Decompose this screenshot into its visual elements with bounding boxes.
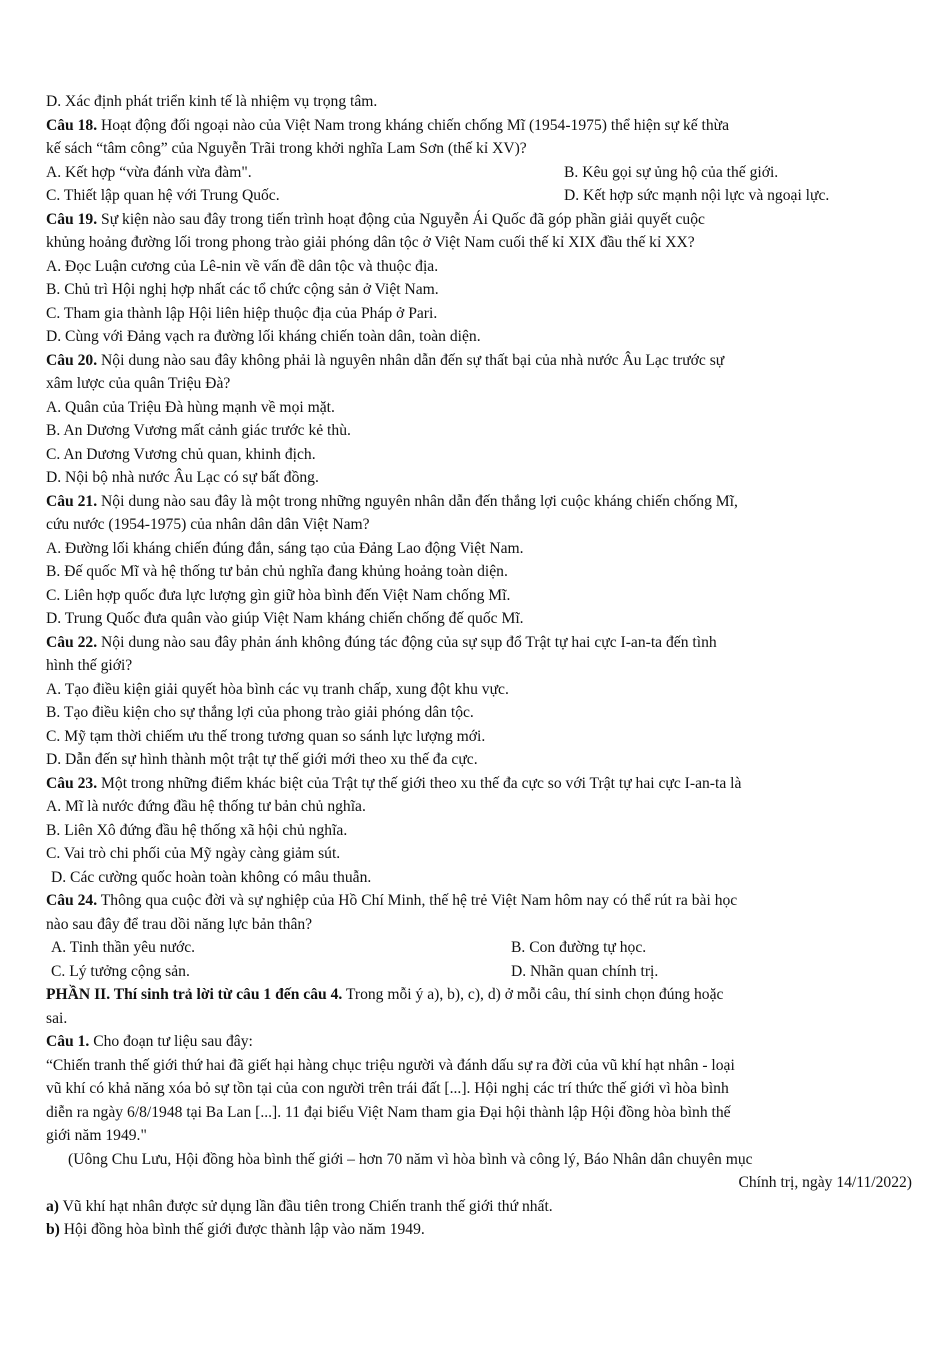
p2q1-quote-line3: diễn ra ngày 6/8/1948 tại Ba Lan [...]. 11 đại biểu Việt Nam tham gia Đại hội thành lập Hội đồng hòa bình thế — [46, 1103, 731, 1121]
q20-label: Câu 20. — [46, 351, 98, 369]
q21-stem-line1 — [46, 490, 912, 514]
q19-stem-line1 — [46, 208, 912, 232]
q20-option-b[interactable]: B. An Dương Vương mất cảnh giác trước kẻ thù. — [46, 422, 351, 439]
p2q1-statement-b[interactable] — [46, 1218, 912, 1242]
p2q1-source-line1: (Uông Chu Lưu, Hội đồng hòa bình thế giới – hơn 70 năm vì hòa bình và công lý, Báo Nhân dân chuyên mục — [68, 1150, 753, 1168]
q22-option-c[interactable]: C. Mỹ tạm thời chiếm ưu thế trong tương quan so sánh lực lượng mới. — [46, 727, 486, 745]
q21-option-b[interactable]: B. Đế quốc Mĩ và hệ thống tư bản chủ nghĩa đang khủng hoảng toàn diện. — [46, 563, 508, 580]
q21-option-c[interactable]: C. Liên hợp quốc đưa lực lượng gìn giữ hòa bình đến Việt Nam chống Mĩ. — [46, 586, 511, 604]
q18-option-d[interactable]: D. Kết hợp sức mạnh nội lực và ngoại lực. — [564, 187, 830, 204]
q22-option-d[interactable]: D. Dẫn đến sự hình thành một trật tự thế giới mới theo xu thế đa cực. — [46, 751, 478, 768]
p2q1-statement-a[interactable] — [46, 1195, 912, 1219]
q18-stem-line1 — [46, 114, 912, 138]
q20-option-c[interactable]: C. An Dương Vương chủ quan, khinh địch. — [46, 445, 316, 463]
part2-heading: PHẦN II. Thí sinh trả lời từ câu 1 đến câu 4. — [46, 986, 343, 1003]
p2q1-stem — [46, 1030, 912, 1054]
q23-text: Một trong những điểm khác biệt của Trật tự thế giới theo xu thế đa cực so với Trật tự hai cực I-an-ta là — [101, 774, 742, 792]
q20-stem-line1 — [46, 349, 912, 373]
q21-text: Nội dung nào sau đây là một trong những nguyên nhân dẫn đến thắng lợi cuộc kháng chiến chống Mĩ, — [101, 492, 738, 510]
p2q1-quote-line2: vũ khí có khả năng xóa bỏ sự tồn tại của con người trên trái đất [...]. Hội nghị các trí thức thế giới vì hòa bình — [46, 1080, 729, 1097]
p2q1-a-label: a) — [46, 1197, 59, 1215]
p2q1-source-line2: Chính trị, ngày 14/11/2022) — [738, 1174, 912, 1191]
q23-option-a[interactable]: A. Mĩ là nước đứng đầu hệ thống tư bản chủ nghĩa. — [46, 798, 366, 815]
q18-stem-line2: kế sách “tâm công” của Nguyễn Trãi trong khởi nghĩa Lam Sơn (thế kỉ XV)? — [46, 140, 527, 157]
q19-stem-line2: khủng hoảng đường lối trong phong trào giải phóng dân tộc ở Việt Nam cuối thế kỉ XIX đầu thế kỉ XX? — [46, 234, 695, 251]
q19-label: Câu 19. — [46, 210, 98, 228]
q18-option-c[interactable]: C. Thiết lập quan hệ với Trung Quốc. — [46, 187, 280, 204]
p2q1-b-label: b) — [46, 1221, 60, 1238]
part2-instructions: Trong mỗi ý a), b), c), d) ở mỗi câu, thí sinh chọn đúng hoặc — [342, 986, 724, 1003]
q22-text: Nội dung nào sau đây phản ánh không đúng tác động của sự sụp đổ Trật tự hai cực I-an-ta đến tình — [101, 633, 717, 651]
q21-label: Câu 21. — [46, 492, 98, 510]
q18-options-row2 — [46, 184, 912, 208]
q24-option-b[interactable]: B. Con đường tự học. — [511, 939, 647, 956]
p2q1-intro: Cho đoạn tư liệu sau đây: — [89, 1033, 253, 1050]
q24-text: Thông qua cuộc đời và sự nghiệp của Hồ Chí Minh, thế hệ trẻ Việt Nam hôm nay có thể rút ra bài học — [100, 892, 738, 909]
p2q1-a-text: Vũ khí hạt nhân được sử dụng lần đầu tiên trong Chiến tranh thế giới thứ nhất. — [59, 1197, 553, 1215]
q18-option-b[interactable]: B. Kêu gọi sự ủng hộ của thế giới. — [564, 163, 779, 181]
q24-label: Câu 24. — [46, 892, 98, 909]
q18-options-row1 — [46, 161, 912, 185]
q17-option-d: D. Xác định phát triển kinh tế là nhiệm vụ trọng tâm. — [46, 93, 378, 110]
exam-page — [46, 90, 912, 1242]
q18-option-a[interactable]: A. Kết hợp “vừa đánh vừa đàm". — [46, 163, 252, 181]
q18-label: Câu 18. — [46, 116, 98, 134]
q24-option-a[interactable]: A. Tinh thần yêu nước. — [51, 939, 196, 956]
q24-option-d[interactable]: D. Nhãn quan chính trị. — [511, 962, 659, 980]
p2q1-label: Câu 1. — [46, 1033, 90, 1050]
q23-label: Câu 23. — [46, 774, 98, 792]
q24-options-row1 — [46, 936, 912, 960]
q19-text: Sự kiện nào sau đây trong tiến trình hoạt động của Nguyễn Ái Quốc đã góp phần giải quyết cuộc — [101, 210, 705, 228]
q22-label: Câu 22. — [46, 633, 98, 651]
q19-option-c[interactable]: C. Tham gia thành lập Hội liên hiệp thuộc địa của Pháp ở Pari. — [46, 304, 438, 322]
q20-option-a[interactable]: A. Quân của Triệu Đà hùng mạnh về mọi mặt. — [46, 398, 335, 416]
q20-option-d[interactable]: D. Nội bộ nhà nước Âu Lạc có sự bất đồng. — [46, 469, 319, 486]
q23-option-c[interactable]: C. Vai trò chi phối của Mỹ ngày càng giảm sút. — [46, 845, 341, 862]
q24-stem-line2: nào sau đây để trau dồi năng lực bản thân? — [46, 915, 313, 933]
q24-options-row2 — [46, 960, 912, 984]
q21-option-d[interactable]: D. Trung Quốc đưa quân vào giúp Việt Nam kháng chiến chống đế quốc Mĩ. — [46, 610, 524, 627]
p2q1-quote-line4: giới năm 1949." — [46, 1127, 147, 1144]
q19-option-b[interactable]: B. Chủ trì Hội nghị hợp nhất các tổ chức cộng sản ở Việt Nam. — [46, 281, 439, 298]
q24-stem-line1 — [46, 889, 912, 913]
q19-option-a[interactable]: A. Đọc Luận cương của Lê-nin về vấn đề dân tộc và thuộc địa. — [46, 257, 439, 275]
p2q1-quote-line1: “Chiến tranh thế giới thứ hai đã giết hại hàng chục triệu người và đánh dấu sự ra đời của vũ khí hạt nhân - loại — [46, 1056, 735, 1074]
q23-option-d[interactable]: D. Các cường quốc hoàn toàn không có mâu thuẫn. — [51, 868, 372, 886]
q22-option-a[interactable]: A. Tạo điều kiện giải quyết hòa bình các vụ tranh chấp, xung đột khu vực. — [46, 680, 509, 698]
q19-option-d[interactable]: D. Cùng với Đảng vạch ra đường lối kháng chiến toàn dân, toàn diện. — [46, 328, 481, 345]
q20-text: Nội dung nào sau đây không phải là nguyên nhân dẫn đến sự thất bại của nhà nước Âu Lạc trước sự — [101, 351, 725, 369]
q20-stem-line2: xâm lược của quân Triệu Đà? — [46, 375, 231, 392]
q23-stem-line1 — [46, 772, 912, 796]
q18-text: Hoạt động đối ngoại nào của Việt Nam trong kháng chiến chống Mĩ (1954-1975) thể hiện sự kế thừa — [101, 116, 730, 134]
p2q1-b-text: Hội đồng hòa bình thế giới được thành lập vào năm 1949. — [59, 1221, 425, 1238]
q24-option-c[interactable]: C. Lý tưởng cộng sản. — [51, 962, 190, 980]
part2-heading-line1 — [46, 983, 912, 1007]
q23-option-b[interactable]: B. Liên Xô đứng đầu hệ thống xã hội chủ nghĩa. — [46, 821, 348, 839]
q22-stem-line2: hình thế giới? — [46, 657, 133, 674]
q22-stem-line1 — [46, 631, 912, 655]
q22-option-b[interactable]: B. Tạo điều kiện cho sự thắng lợi của phong trào giải phóng dân tộc. — [46, 704, 474, 721]
q21-option-a[interactable]: A. Đường lối kháng chiến đúng đắn, sáng tạo của Đảng Lao động Việt Nam. — [46, 539, 524, 557]
part2-heading-line2: sai. — [46, 1009, 68, 1027]
q21-stem-line2: cứu nước (1954-1975) của nhân dân dân Việt Nam? — [46, 516, 370, 533]
